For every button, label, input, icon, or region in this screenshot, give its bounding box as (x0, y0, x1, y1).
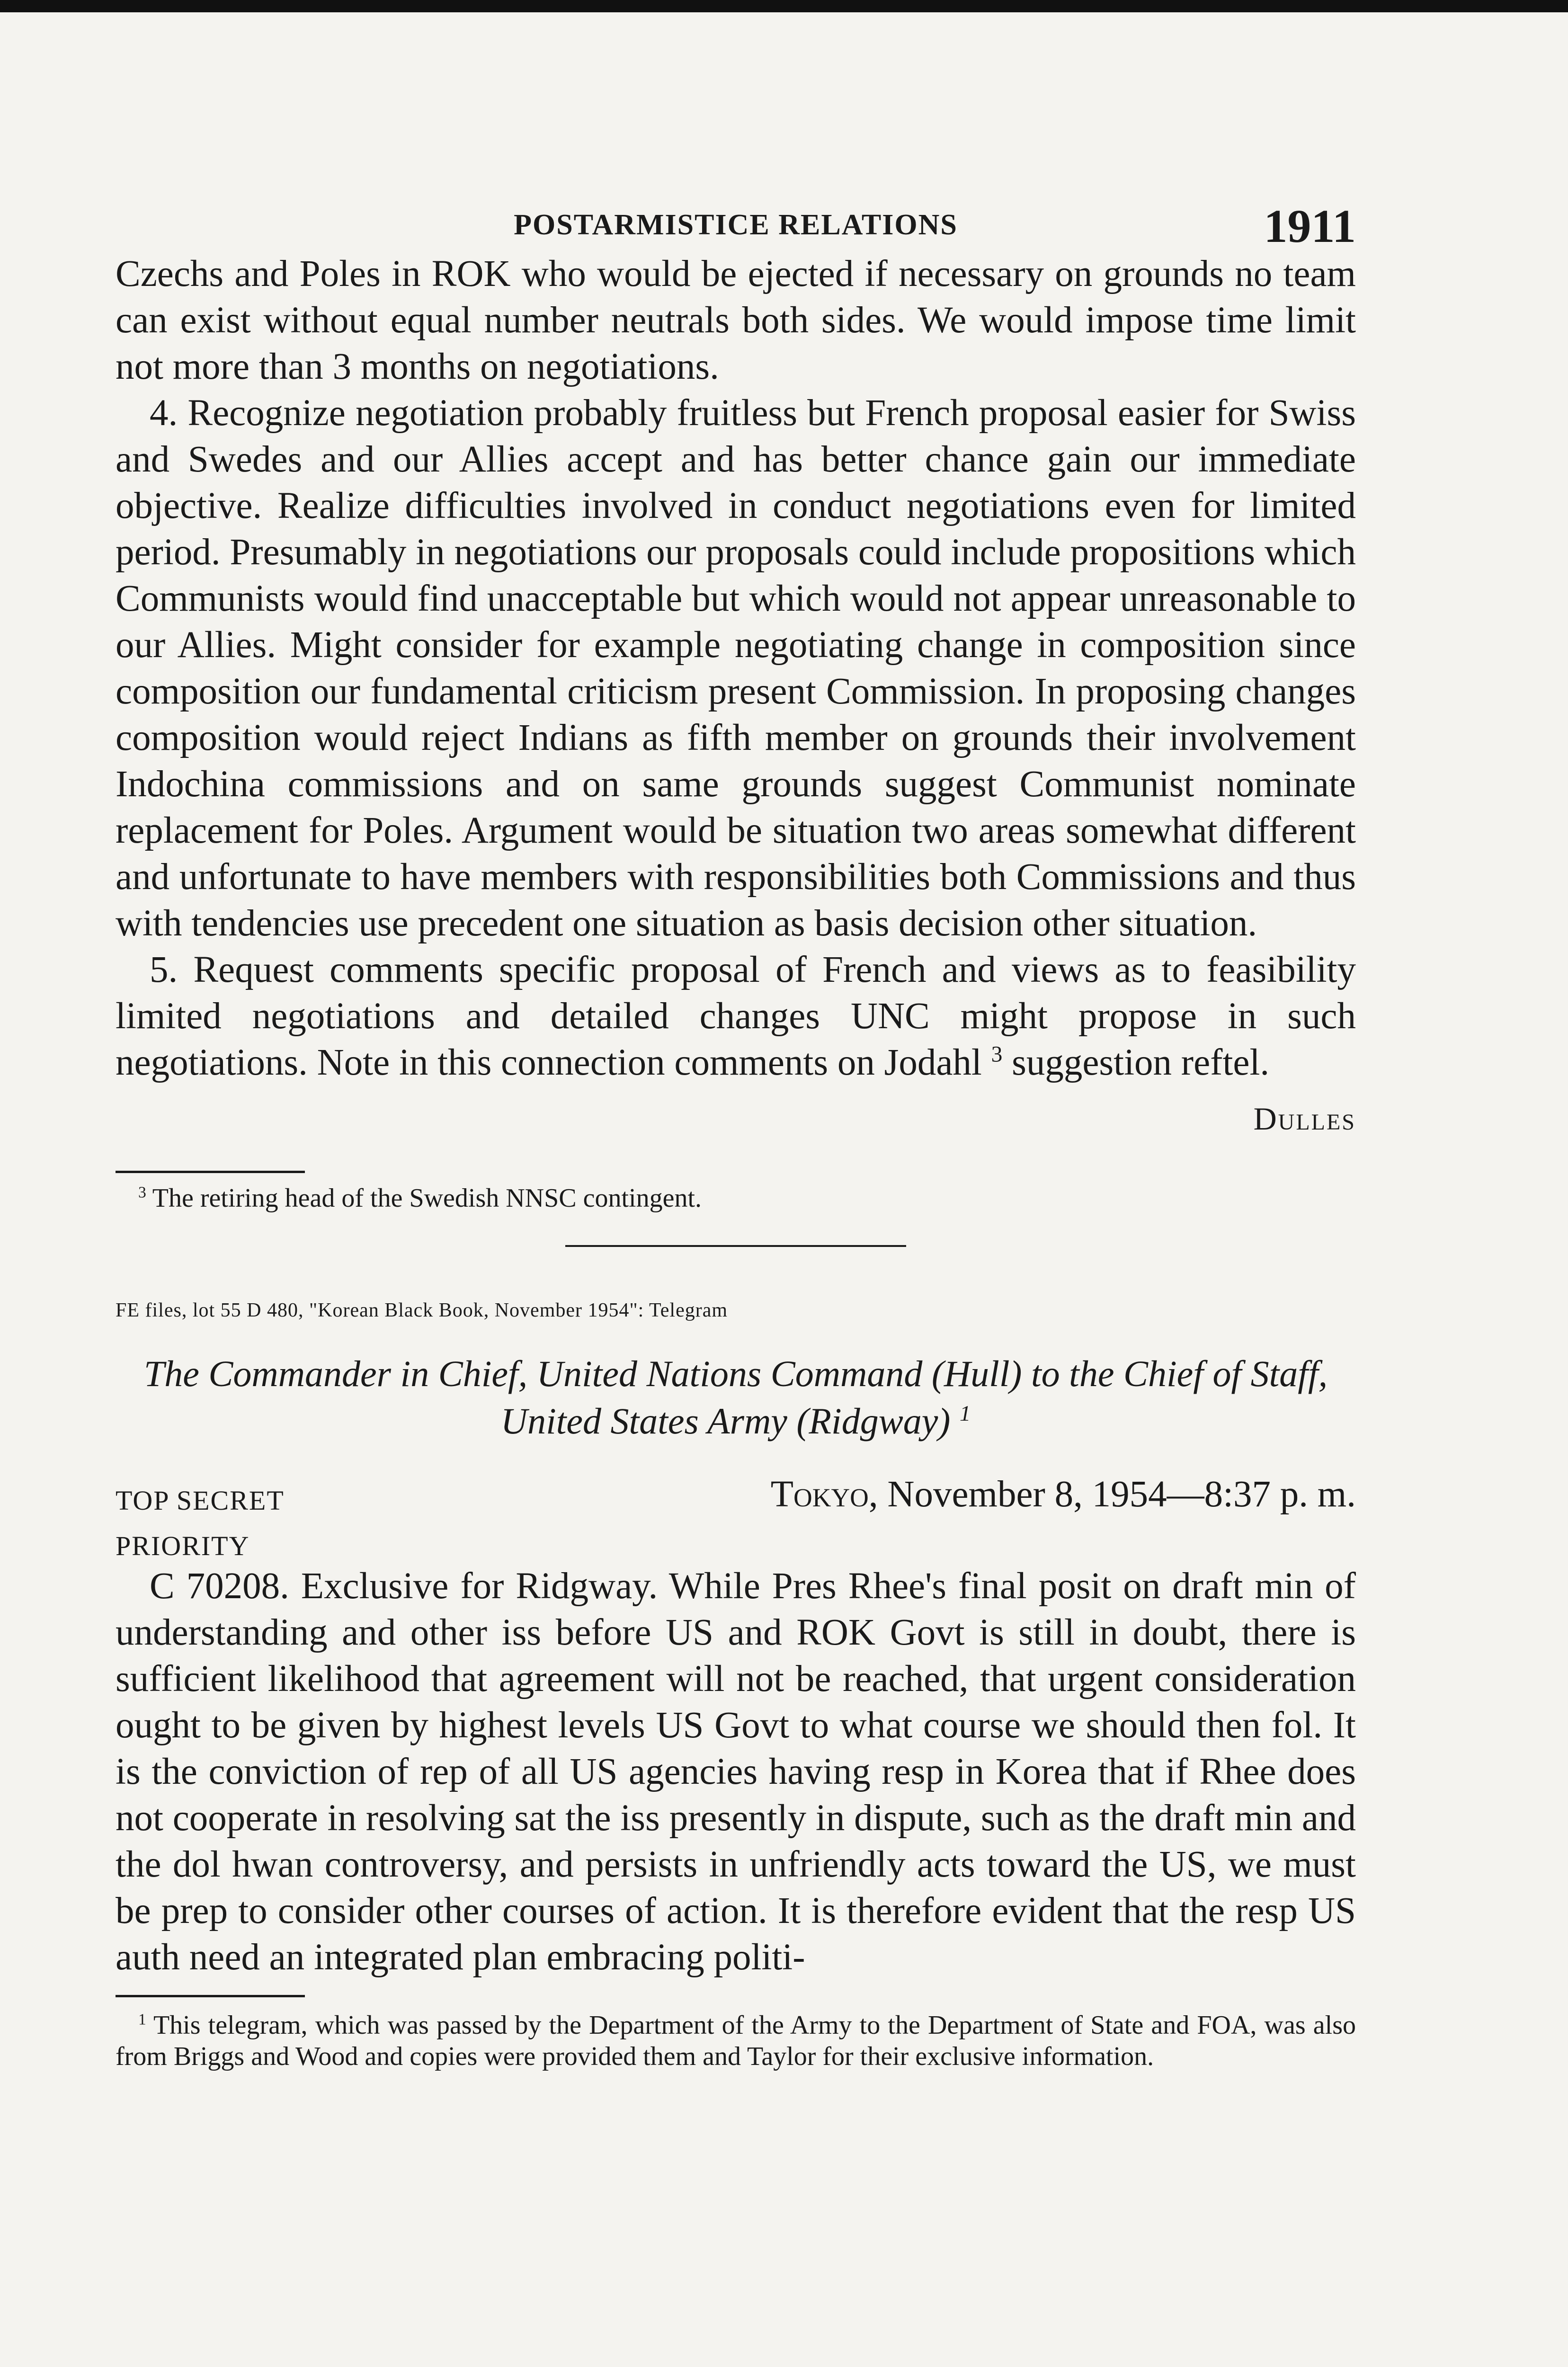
footnote-1-text: This telegram, which was passed by the Department of the Army to the Department of State and FOA, was also from Briggs and Wood and copies were provided them and Taylor for their exclusive information. (116, 2011, 1356, 2071)
document-title-text: The Commander in Chief, United Nations Command (Hull) to the Chief of Staff, United States Army (Ridgway) (143, 1353, 1328, 1442)
footnote-3-marker: 3 (138, 1184, 146, 1201)
paragraph-5-text: 5. Request comments specific proposal of French and views as to feasibility limited negotiations and detailed changes UNC might propose in such negotiations. Note in this connection comments on Jodahl (116, 949, 1356, 1083)
footnote-1 (116, 2010, 1356, 2072)
footnote-rule (116, 1171, 305, 1173)
footnote-ref-3: 3 (991, 1042, 1003, 1067)
telegram-header (116, 1473, 1356, 1563)
paragraph-continued: Czechs and Poles in ROK who would be ejected if necessary on grounds no team can exist without equal number neutrals both sides. We would impose time limit not more than 3 months on negotiations. (116, 253, 1356, 387)
paragraph-5 (116, 947, 1356, 1086)
footnote-3-text: The retiring head of the Swedish NNSC contingent. (146, 1184, 702, 1213)
dateline-date: November 8, 1954—8:37 p. m. (878, 1474, 1356, 1515)
running-title: POSTARMISTICE RELATIONS (514, 209, 958, 241)
footnote-rule-2 (116, 1995, 305, 1997)
footnote-ref-1: 1 (959, 1401, 971, 1426)
page-number: 1911 (1264, 200, 1356, 252)
footnote-3 (116, 1183, 1356, 1214)
dateline-place: Tokyo, (770, 1474, 878, 1515)
running-header (116, 199, 1356, 251)
paragraph-5-end: suggestion reftel. (1002, 1042, 1270, 1083)
classification-block (116, 1478, 285, 1569)
dateline (771, 1473, 1356, 1516)
source-citation: FE files, lot 55 D 480, "Korean Black Book, November 1954": Telegram (116, 1299, 728, 1321)
document-separator (565, 1245, 906, 1247)
classification-label: TOP SECRET (116, 1485, 285, 1516)
signature-dulles: Dulles (1253, 1101, 1356, 1137)
document-title (116, 1350, 1356, 1445)
scan-top-edge (0, 0, 1568, 12)
telegram-body: C 70208. Exclusive for Ridgway. While Pres Rhee's final posit on draft min of understanding and other iss before US and ROK Govt is still in doubt, there is sufficient likelihood that agreement will not be reached, that urgent consideration ought to be given by highest levels US Govt to what course we should then fol. It is the conviction of rep of all US agencies having resp in Korea that if Rhee does not cooperate in resolving sat the iss presently in dispute, such as the draft min and the dol hwan controversy, and persists in unfriendly acts toward the US, we must be prep to consider other courses of action. It is therefore evident that the resp US auth need an integrated plan embracing politi- (116, 1566, 1356, 1978)
footnote-1-marker: 1 (138, 2011, 146, 2029)
precedence-label: PRIORITY (116, 1531, 250, 1561)
paragraph-4: 4. Recognize negotiation probably fruitless but French proposal easier for Swiss and Swedes and our Allies accept and has better chance gain our immediate objective. Realize difficulties involved in conduct negotiations even for limited period. Presumably in negotiations our proposals could include propositions which Communists would find unacceptable but which would not appear unreasonable to our Allies. Might consider for example negotiating change in composition since composition our fundamental criticism present Commission. In proposing changes composition would reject Indians as fifth member on grounds their involvement Indochina commissions and on same grounds suggest Communist nominate replacement for Poles. Argument would be situation two areas somewhat different and unfortunate to have members with responsibilities both Commissions and thus with tendencies use precedent one situation as basis decision other situation. (116, 392, 1356, 944)
book-page (116, 199, 1356, 2072)
